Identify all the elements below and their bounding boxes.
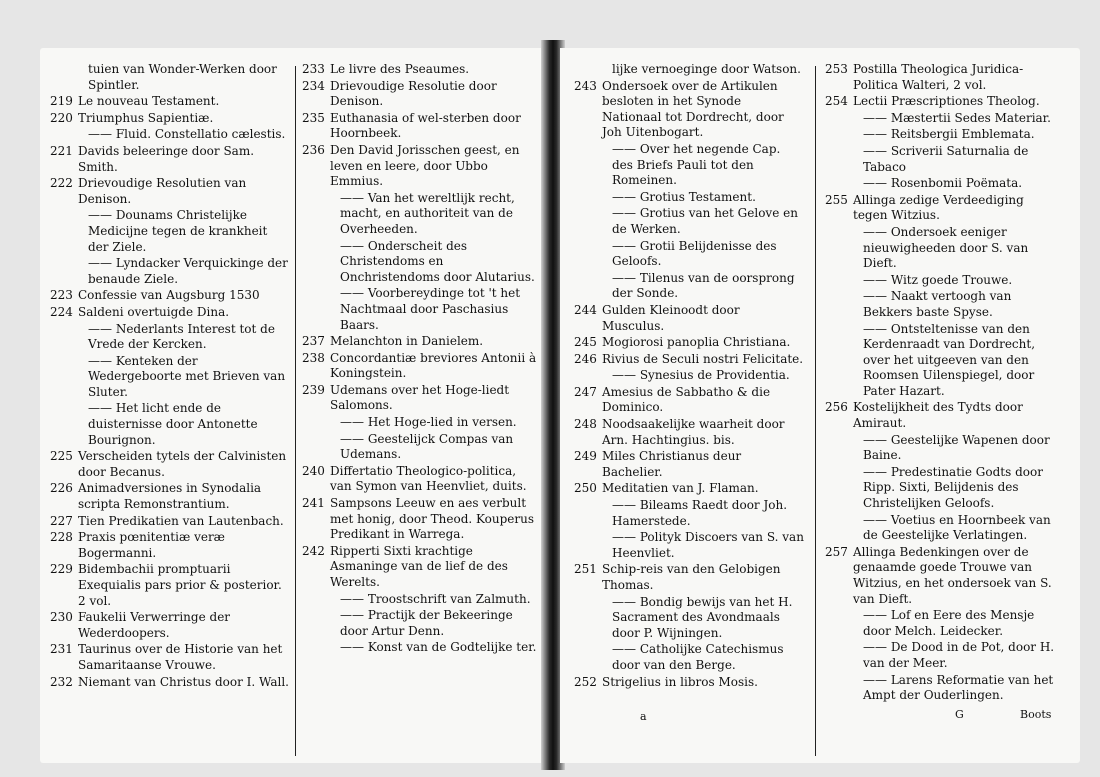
entry-text: Schip-reis van den Gelobigen Thomas. bbox=[602, 562, 781, 592]
entry-text: Noodsaakelijke waarheit door Arn. Hachtingius. bis. bbox=[602, 417, 785, 447]
column-1 bbox=[50, 62, 290, 691]
entry-text: —— Grotius Testament. bbox=[612, 189, 756, 204]
column-3 bbox=[574, 62, 804, 691]
entry-text: Kostelijkheit des Tydts door Amiraut. bbox=[853, 400, 1023, 431]
entry-text: —— Naakt vertoogh van Bekkers baste Spyse. bbox=[863, 289, 1012, 319]
catalog-entry bbox=[50, 305, 290, 321]
entry-text: Davids beleeringe door Sam. Smith. bbox=[78, 143, 255, 174]
column-2 bbox=[302, 62, 538, 657]
catalog-entry bbox=[574, 142, 804, 189]
entry-text: —— Voetius en Hoornbeek van de Geestelijke Verlatingen. bbox=[863, 512, 1051, 543]
entry-number: 221 bbox=[50, 143, 73, 158]
right-page bbox=[560, 48, 1080, 763]
entry-number: 254 bbox=[825, 94, 848, 109]
catalog-entry bbox=[50, 62, 290, 93]
catalog-entry bbox=[825, 144, 1061, 175]
entry-text: —— Practijk der Bekeeringe door Artur Denn. bbox=[340, 608, 513, 638]
catalog-entry bbox=[825, 608, 1061, 639]
catalog-entry bbox=[302, 111, 538, 142]
catalog-entry bbox=[574, 481, 804, 497]
entry-text: —— Voorbereydinge tot 't het Nachtmaal door Paschasius Baars. bbox=[340, 286, 521, 332]
entry-text: Postilla Theologica Juridica-Politica Walteri, 2 vol. bbox=[853, 62, 1024, 92]
entry-number: 251 bbox=[574, 562, 597, 577]
entry-number: 231 bbox=[50, 642, 73, 657]
entry-number: 237 bbox=[302, 334, 325, 349]
catalog-entry bbox=[302, 351, 538, 382]
entry-text: —— Ontsteltenisse van den Kerdenraadt van Dordrecht, over het uitgeeven van den Roomsen Uilenspiegel, door Pater Hazart. bbox=[863, 321, 1036, 398]
signature-mark: G bbox=[955, 708, 964, 721]
entry-text: Le nouveau Testament. bbox=[78, 94, 220, 109]
entry-text: —— Synesius de Providentia. bbox=[612, 368, 790, 383]
entry-text: Praxis pœnitentiæ veræ Bogermanni. bbox=[78, 530, 225, 560]
entry-text: Animadversiones in Synodalia scripta Remonstrantium. bbox=[78, 481, 262, 512]
left-page bbox=[40, 48, 545, 763]
entry-text: Den David Jorisschen geest, en leven en leere, door Ubbo Emmius. bbox=[330, 142, 520, 189]
catalog-entry bbox=[50, 256, 290, 287]
catalog-entry bbox=[825, 111, 1061, 127]
catalog-entry bbox=[302, 432, 538, 463]
entry-text: Drievoudige Resolutie door Denison. bbox=[330, 78, 497, 109]
entry-text: —— Reitsbergii Emblemata. bbox=[863, 127, 1035, 142]
entry-number: 256 bbox=[825, 400, 848, 415]
catalog-entry bbox=[50, 449, 290, 480]
catalog-entry bbox=[825, 127, 1061, 143]
entry-text: —— Catholijke Catechismus door van den Berge. bbox=[612, 642, 784, 672]
catalog-entry bbox=[574, 190, 804, 206]
entry-text: Allinga zedige Verdeediging tegen Witzius. bbox=[853, 192, 1024, 223]
catalog-entry bbox=[574, 498, 804, 529]
entry-number: 238 bbox=[302, 350, 325, 365]
catalog-entry bbox=[302, 383, 538, 414]
catalog-entry bbox=[574, 562, 804, 593]
catalog-entry bbox=[302, 286, 538, 333]
catalog-entry bbox=[574, 352, 804, 368]
catalog-entry bbox=[574, 335, 804, 351]
entry-text: Niemant van Christus door I. Wall. bbox=[78, 674, 289, 689]
catalog-entry bbox=[574, 368, 804, 384]
entry-text: —— Geestelijck Compas van Udemans. bbox=[340, 431, 514, 462]
entry-number: 241 bbox=[302, 496, 325, 511]
catalog-entry bbox=[302, 608, 538, 639]
entry-text: —— Witz goede Trouwe. bbox=[863, 272, 1013, 287]
catalog-entry bbox=[825, 400, 1061, 431]
entry-number: 223 bbox=[50, 288, 73, 303]
catalog-entry bbox=[825, 322, 1061, 400]
catalog-entry bbox=[574, 303, 804, 334]
catalog-entry bbox=[302, 496, 538, 543]
catalog-entry bbox=[50, 208, 290, 255]
entry-text: —— Het licht ende de duisternisse door Antonette Bourignon. bbox=[88, 401, 258, 447]
entry-text: —— Nederlants Interest tot de Vrede der Kercken. bbox=[88, 321, 275, 352]
catalog-entry bbox=[50, 481, 290, 512]
entry-text: —— Dounams Christelijke Medicijne tegen de krankheit der Ziele. bbox=[88, 208, 268, 254]
entry-text: —— Konst van de Godtelijke ter. bbox=[340, 640, 537, 655]
catalog-entry bbox=[574, 595, 804, 642]
entry-text: Gulden Kleinoodt door Musculus. bbox=[602, 302, 740, 333]
entry-text: —— De Dood in de Pot, door H. van der Meer. bbox=[863, 640, 1055, 670]
entry-text: Drievoudige Resolutien van Denison. bbox=[78, 176, 247, 206]
entry-text: Le livre des Pseaumes. bbox=[330, 62, 470, 76]
catalog-entry bbox=[825, 640, 1061, 671]
entry-number: 247 bbox=[574, 384, 597, 399]
entry-text: Ripperti Sixti krachtige Asmaninge van de lief de des Werelts. bbox=[330, 543, 508, 589]
catalog-entry bbox=[50, 530, 290, 561]
catalog-entry bbox=[574, 206, 804, 237]
catalog-entry bbox=[50, 401, 290, 448]
catalog-entry bbox=[302, 415, 538, 431]
entry-number: 257 bbox=[825, 544, 848, 559]
catalog-entry bbox=[574, 675, 804, 691]
entry-text: —— Lyndacker Verquickinge der benaude Ziele. bbox=[88, 256, 288, 286]
entry-number: 226 bbox=[50, 481, 73, 496]
catalog-entry bbox=[574, 271, 804, 302]
catalog-entry bbox=[825, 94, 1061, 110]
entry-text: Rivius de Seculi nostri Felicitate. bbox=[602, 351, 804, 366]
catalog-entry bbox=[302, 79, 538, 110]
entry-text: —— Lof en Eere des Mensje door Melch. Leidecker. bbox=[863, 608, 1035, 638]
catalog-entry bbox=[825, 513, 1061, 544]
catalog-entry bbox=[574, 530, 804, 561]
catalog-entry bbox=[574, 417, 804, 448]
entry-number: 224 bbox=[50, 304, 73, 319]
entry-number: 255 bbox=[825, 192, 848, 207]
entry-number: 233 bbox=[302, 62, 325, 76]
catalog-entry bbox=[302, 464, 538, 495]
catalog-entry bbox=[574, 642, 804, 673]
entry-text: tuien van Wonder-Werken door Spintler. bbox=[88, 62, 277, 92]
entry-number: 248 bbox=[574, 417, 597, 432]
entry-text: Confessie van Augsburg 1530 bbox=[78, 288, 260, 303]
catalog-entry bbox=[574, 62, 804, 78]
catalog-entry bbox=[825, 673, 1061, 704]
entry-text: Melanchton in Danielem. bbox=[330, 334, 484, 349]
catalog-entry bbox=[50, 111, 290, 127]
entry-text: —— Van het wereltlijk recht, macht, en authoriteit van de Overheeden. bbox=[340, 190, 515, 236]
catalog-entry bbox=[50, 514, 290, 530]
column-rule bbox=[295, 66, 296, 756]
entry-text: Triumphus Sapientiæ. bbox=[78, 110, 214, 125]
entry-text: —— Scriverii Saturnalia de Tabaco bbox=[863, 143, 1029, 174]
entry-text: —— Kenteken der Wedergeboorte met Brieven van Sluter. bbox=[88, 353, 286, 399]
entry-number: 250 bbox=[574, 481, 597, 496]
entry-number: 220 bbox=[50, 110, 73, 125]
entry-text: Faukelii Verwerringe der Wederdoopers. bbox=[78, 610, 231, 640]
entry-text: Saldeni overtuigde Dina. bbox=[78, 304, 230, 319]
catalog-entry bbox=[825, 465, 1061, 512]
catalog-entry bbox=[50, 562, 290, 609]
entry-text: Bidembachii promptuarii Exequialis pars prior & posterior. 2 vol. bbox=[78, 562, 282, 608]
entry-text: Verscheiden tytels der Calvinisten door Becanus. bbox=[78, 449, 287, 479]
entry-text: —— Onderscheit des Christendoms en Onchristendoms door Alutarius. bbox=[340, 238, 535, 284]
column-rule bbox=[815, 66, 816, 756]
entry-text: —— Geestelijke Wapenen door Baine. bbox=[863, 432, 1050, 463]
entry-text: Ondersoek over de Artikulen besloten in het Synode Nationaal tot Dordrecht, door Joh Uitenbogart. bbox=[602, 78, 784, 140]
entry-text: Miles Christianus deur Bachelier. bbox=[602, 449, 742, 479]
catalog-entry bbox=[825, 176, 1061, 192]
page-mark: a bbox=[640, 710, 647, 723]
entry-number: 232 bbox=[50, 674, 73, 689]
entry-text: Strigelius in libros Mosis. bbox=[602, 674, 758, 689]
entry-number: 249 bbox=[574, 449, 597, 464]
catalog-entry bbox=[50, 127, 290, 143]
entry-text: —— Bileams Raedt door Joh. Hamerstede. bbox=[612, 498, 788, 528]
entry-text: —— Het Hoge-lied in versen. bbox=[340, 415, 517, 430]
entry-text: —— Fluid. Constellatio cælestis. bbox=[88, 127, 286, 142]
entry-number: 236 bbox=[302, 142, 325, 157]
entry-number: 245 bbox=[574, 335, 597, 350]
entry-number: 240 bbox=[302, 463, 325, 478]
catalog-entry bbox=[50, 610, 290, 641]
catchword: Boots bbox=[1020, 708, 1052, 721]
catalog-entry bbox=[50, 322, 290, 353]
entry-text: —— Mæstertii Sedes Materiar. bbox=[863, 110, 1051, 125]
catalog-entry bbox=[574, 79, 804, 141]
catalog-entry bbox=[302, 544, 538, 591]
entry-text: —— Over het negende Cap. des Briefs Pauli tot den Romeinen. bbox=[612, 141, 781, 188]
catalog-entry bbox=[825, 433, 1061, 464]
catalog-entry bbox=[825, 193, 1061, 224]
catalog-entry bbox=[50, 354, 290, 401]
entry-number: 235 bbox=[302, 110, 325, 125]
catalog-entry bbox=[50, 144, 290, 175]
entry-number: 242 bbox=[302, 543, 325, 558]
entry-number: 246 bbox=[574, 351, 597, 366]
catalog-entry bbox=[825, 62, 1061, 93]
catalog-entry bbox=[50, 288, 290, 304]
entry-text: Euthanasia of wel-sterben door Hoornbeek. bbox=[330, 110, 521, 141]
entry-text: Lectii Præscriptiones Theolog. bbox=[853, 94, 1040, 109]
entry-number: 239 bbox=[302, 382, 325, 397]
entry-number: 228 bbox=[50, 530, 73, 545]
entry-text: —— Larens Reformatie van het Ampt der Ouderlingen. bbox=[863, 672, 1054, 703]
entry-number: 252 bbox=[574, 674, 597, 689]
entry-number: 253 bbox=[825, 62, 848, 76]
catalog-entry bbox=[302, 62, 538, 78]
entry-number: 227 bbox=[50, 513, 73, 528]
entry-number: 222 bbox=[50, 176, 73, 191]
catalog-entry bbox=[574, 239, 804, 270]
catalog-entry bbox=[825, 289, 1061, 320]
catalog-entry bbox=[302, 334, 538, 350]
catalog-entry bbox=[302, 640, 538, 656]
entry-text: —— Rosenbomii Poëmata. bbox=[863, 176, 1023, 191]
entry-text: Concordantiæ breviores Antonii à Koningstein. bbox=[330, 350, 537, 381]
entry-text: —— Troostschrift van Zalmuth. bbox=[340, 591, 531, 606]
catalog-entry bbox=[302, 143, 538, 190]
entry-text: —— Bondig bewijs van het H. Sacrament des Avondmaals door P. Wijningen. bbox=[612, 594, 793, 640]
entry-text: —— Polityk Discoers van S. van Heenvliet. bbox=[612, 530, 804, 560]
catalog-entry bbox=[302, 592, 538, 608]
entry-number: 225 bbox=[50, 449, 73, 464]
catalog-entry bbox=[50, 642, 290, 673]
entry-text: —— Predestinatie Godts door Ripp. Sixti, Belijdenis des Christelijken Geloofs. bbox=[863, 464, 1043, 511]
entry-text: Taurinus over de Historie van het Samaritaanse Vrouwe. bbox=[78, 642, 283, 672]
entry-number: 234 bbox=[302, 78, 325, 93]
entry-text: Amesius de Sabbatho & die Dominico. bbox=[602, 384, 771, 415]
entry-text: Sampsons Leeuw en aes verbult met honig, door Theod. Kouperus Predikant in Warrega. bbox=[330, 496, 534, 542]
entry-text: Differtatio Theologico-politica, van Symon van Heenvliet, duits. bbox=[330, 463, 527, 494]
catalog-entry bbox=[50, 94, 290, 110]
catalog-entry bbox=[50, 176, 290, 207]
catalog-entry bbox=[574, 385, 804, 416]
catalog-entry bbox=[302, 239, 538, 286]
entry-text: Allinga Bedenkingen over de genaamde goede Trouwe van Witzius, en het ondersoek van S. van Dieft. bbox=[853, 544, 1052, 606]
entry-text: —— Grotius van het Gelove en de Werken. bbox=[612, 206, 798, 236]
entry-number: 243 bbox=[574, 78, 597, 93]
entry-text: —— Ondersoek eeniger nieuwigheeden door S. van Dieft. bbox=[863, 224, 1029, 271]
entry-text: lijke vernoeginge door Watson. bbox=[612, 62, 801, 76]
entry-text: Tien Predikatien van Lautenbach. bbox=[78, 513, 284, 528]
entry-number: 244 bbox=[574, 302, 597, 317]
catalog-entry bbox=[825, 545, 1061, 607]
entry-number: 229 bbox=[50, 562, 73, 577]
entry-text: Meditatien van J. Flaman. bbox=[602, 481, 759, 496]
entry-text: Mogiorosi panoplia Christiana. bbox=[602, 335, 791, 350]
catalog-entry bbox=[825, 273, 1061, 289]
entry-number: 230 bbox=[50, 610, 73, 625]
catalog-entry bbox=[825, 225, 1061, 272]
entry-number: 219 bbox=[50, 94, 73, 109]
catalog-entry bbox=[302, 191, 538, 238]
catalog-entry bbox=[50, 675, 290, 691]
entry-text: —— Tilenus van de oorsprong der Sonde. bbox=[612, 270, 795, 301]
entry-text: Udemans over het Hoge-liedt Salomons. bbox=[330, 382, 510, 413]
column-4 bbox=[825, 62, 1061, 705]
entry-text: —— Grotii Belijdenisse des Geloofs. bbox=[612, 238, 777, 269]
catalog-entry bbox=[574, 449, 804, 480]
